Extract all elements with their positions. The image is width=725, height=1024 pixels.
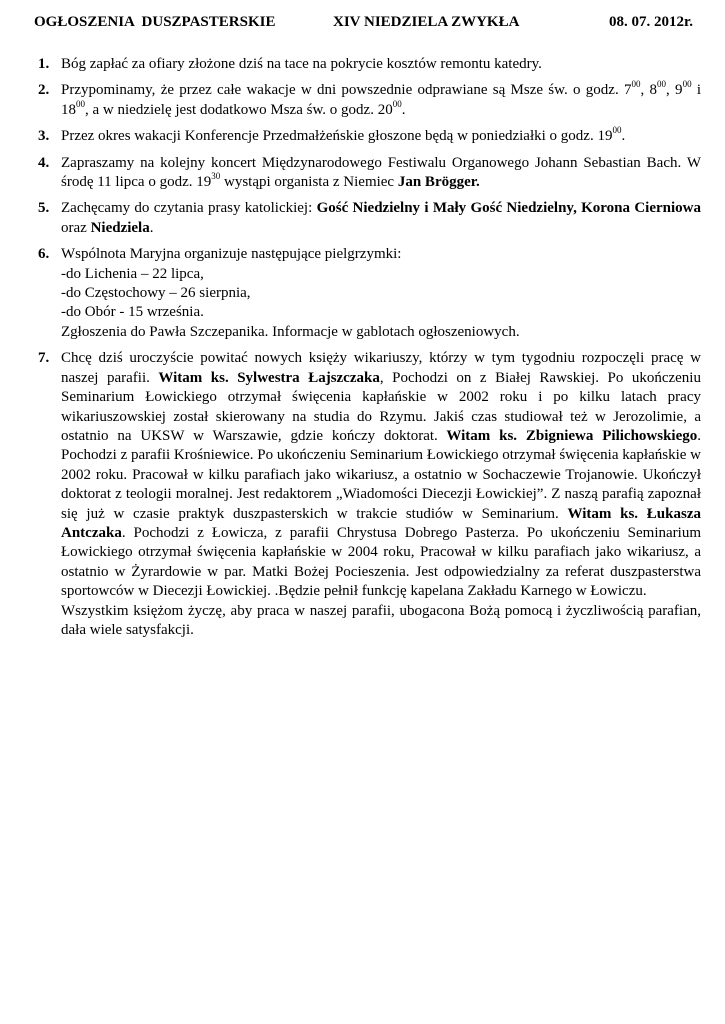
item-text: Bóg zapłać za ofiary złożone dziś na tace na pokrycie kosztów remontu katedry. xyxy=(61,56,542,72)
superscript: 00 xyxy=(612,125,622,136)
announcement-4 xyxy=(0,154,725,193)
item-number: 5. xyxy=(38,200,50,217)
item-text: . Pochodzi z Łowicza, z parafii Chrystusa Dobrego Pasterza. Po ukończeniu Seminarium Łowickiego otrzymał święcenia kapłańskie w 2004 roku, Pracował w kilku parafiach jako wikariusz, a ostatnio w Żyrardowie w par. Matki Bożej Pocieszenia. Jest odpowiedzialny za referat duszpasterstwa sportowców w Diecezji Łowickiej. .Będzie pełnił funkcję kapelana Zakładu Karnego w Łowiczu. xyxy=(61,524,701,600)
header-title: OGŁOSZENIA DUSZPASTERSKIE xyxy=(34,14,276,30)
header-sunday: XIV NIEDZIELA ZWYKŁA xyxy=(333,14,520,30)
item-text: wystąpi organista z Niemiec xyxy=(220,174,398,191)
announcement-7 xyxy=(0,349,725,640)
item-text: , 9 xyxy=(666,82,683,99)
item-text: Zachęcamy do czytania prasy katolickiej: xyxy=(61,200,317,217)
organist-name: Jan Brögger. xyxy=(397,174,480,191)
item-number: 4. xyxy=(38,154,50,171)
superscript: 00 xyxy=(76,98,85,109)
priest-greeting: Witam ks. Zbigniewa Pilichowskiego xyxy=(437,427,698,444)
item-text: . xyxy=(149,219,154,236)
priest-greeting: Witam ks. Sylwestra Łajszczaka xyxy=(158,369,380,386)
announcement-3 xyxy=(0,127,725,146)
item-text: , Pochodzi on z Białej Rawskiej. Po ukończeniu Seminarium Łowickiego otrzymał święcenia kapłańskie w 2002 roku i po kilku latach pracy wikariuszowskiej został skierowany na studia do Rzymu. Jakiś czas studiował też w Jerozolimie, a ostatnio na UKSW w Warszawie, gdzie kończy doktorat. xyxy=(61,369,701,444)
item-number: 2. xyxy=(38,82,50,99)
item-text: Chcę dziś uroczyście powitać nowych księży wikariuszy, którzy w tym tygodniu rozpoczęli pracę w naszej parafii. xyxy=(61,350,701,386)
header xyxy=(22,14,703,38)
item-number: 1. xyxy=(38,56,50,72)
superscript: 00 xyxy=(631,79,641,90)
announcement-2 xyxy=(0,81,725,120)
item-text: Przez okres wakacji Konferencje Przedmałżeńskie głoszone będą w poniedziałki o godz. 19 xyxy=(61,128,613,145)
announcement-1 xyxy=(0,55,725,74)
superscript: 00 xyxy=(392,98,402,109)
pilgrimage-item: -do Lichenia – 22 lipca, xyxy=(61,265,204,282)
item-number: 6. xyxy=(38,246,50,263)
pilgrimage-item: -do Częstochowy – 26 sierpnia, xyxy=(61,285,251,302)
header-date: 08. 07. 2012r. xyxy=(608,14,693,30)
item-number: 7. xyxy=(38,350,50,367)
item-text: . xyxy=(621,128,626,145)
announcement-5 xyxy=(0,199,725,238)
item-line: Zgłoszenia do Pawła Szczepanika. Informacje w gablotach ogłoszeniowych. xyxy=(61,323,520,340)
item-number: 3. xyxy=(38,128,50,145)
item-text: i 18 xyxy=(61,82,702,118)
item-text: . Pochodzi z parafii Krośniewice. Po ukończeniu Seminarium Łowickiego otrzymał święcenia kapłańskie w 2002 roku. Pracował w kilku parafiach jako wikariusz, a ostatnio w Sochaczewie Trojanowie. Ukończył doktorat z teologii moralnej. Jest redaktorem „Wiadomości Diecezji Łowickiej”. Z naszą parafią zapoznał się już w czasie praktyk duszpasterskich w trakcie studiów w Seminarium. xyxy=(61,427,701,522)
superscript: 30 xyxy=(211,171,221,182)
announcement-6 xyxy=(0,245,725,342)
item-text: . xyxy=(401,101,406,118)
magazine-names: Gość Niedzielny i Mały Gość Niedzielny, Korona Cierniowa xyxy=(316,200,701,217)
item-line: Wspólnota Maryjna organizuje następujące pielgrzymki: xyxy=(61,246,402,263)
item-text: Przypominamy, że przez całe wakacje w dni powszednie odprawiane są Msze św. o godz. 7 xyxy=(61,82,632,99)
priest-greeting: Witam ks. Łukasza Antczaka xyxy=(61,505,701,541)
magazine-name: Niedziela xyxy=(90,219,150,236)
announcement-list xyxy=(0,55,725,647)
pilgrimage-item: -do Obór - 15 września. xyxy=(61,304,204,321)
item-text: , 8 xyxy=(640,82,658,99)
item-text: oraz xyxy=(61,219,91,236)
closing-wish: Wszystkim księżom życzę, aby praca w naszej parafii, ubogacona Bożą pomocą i życzliwością parafian, dała wiele satysfakcji. xyxy=(61,602,701,638)
superscript: 00 xyxy=(657,79,667,90)
item-text: Zapraszamy na kolejny koncert Międzynarodowego Festiwalu Organowego Johann Sebastian Bach. W środę 11 lipca o godz. 19 xyxy=(61,154,701,191)
item-text: , a w niedzielę jest dodatkowo Msza św. o godz. 20 xyxy=(85,101,393,118)
superscript: 00 xyxy=(682,79,692,90)
